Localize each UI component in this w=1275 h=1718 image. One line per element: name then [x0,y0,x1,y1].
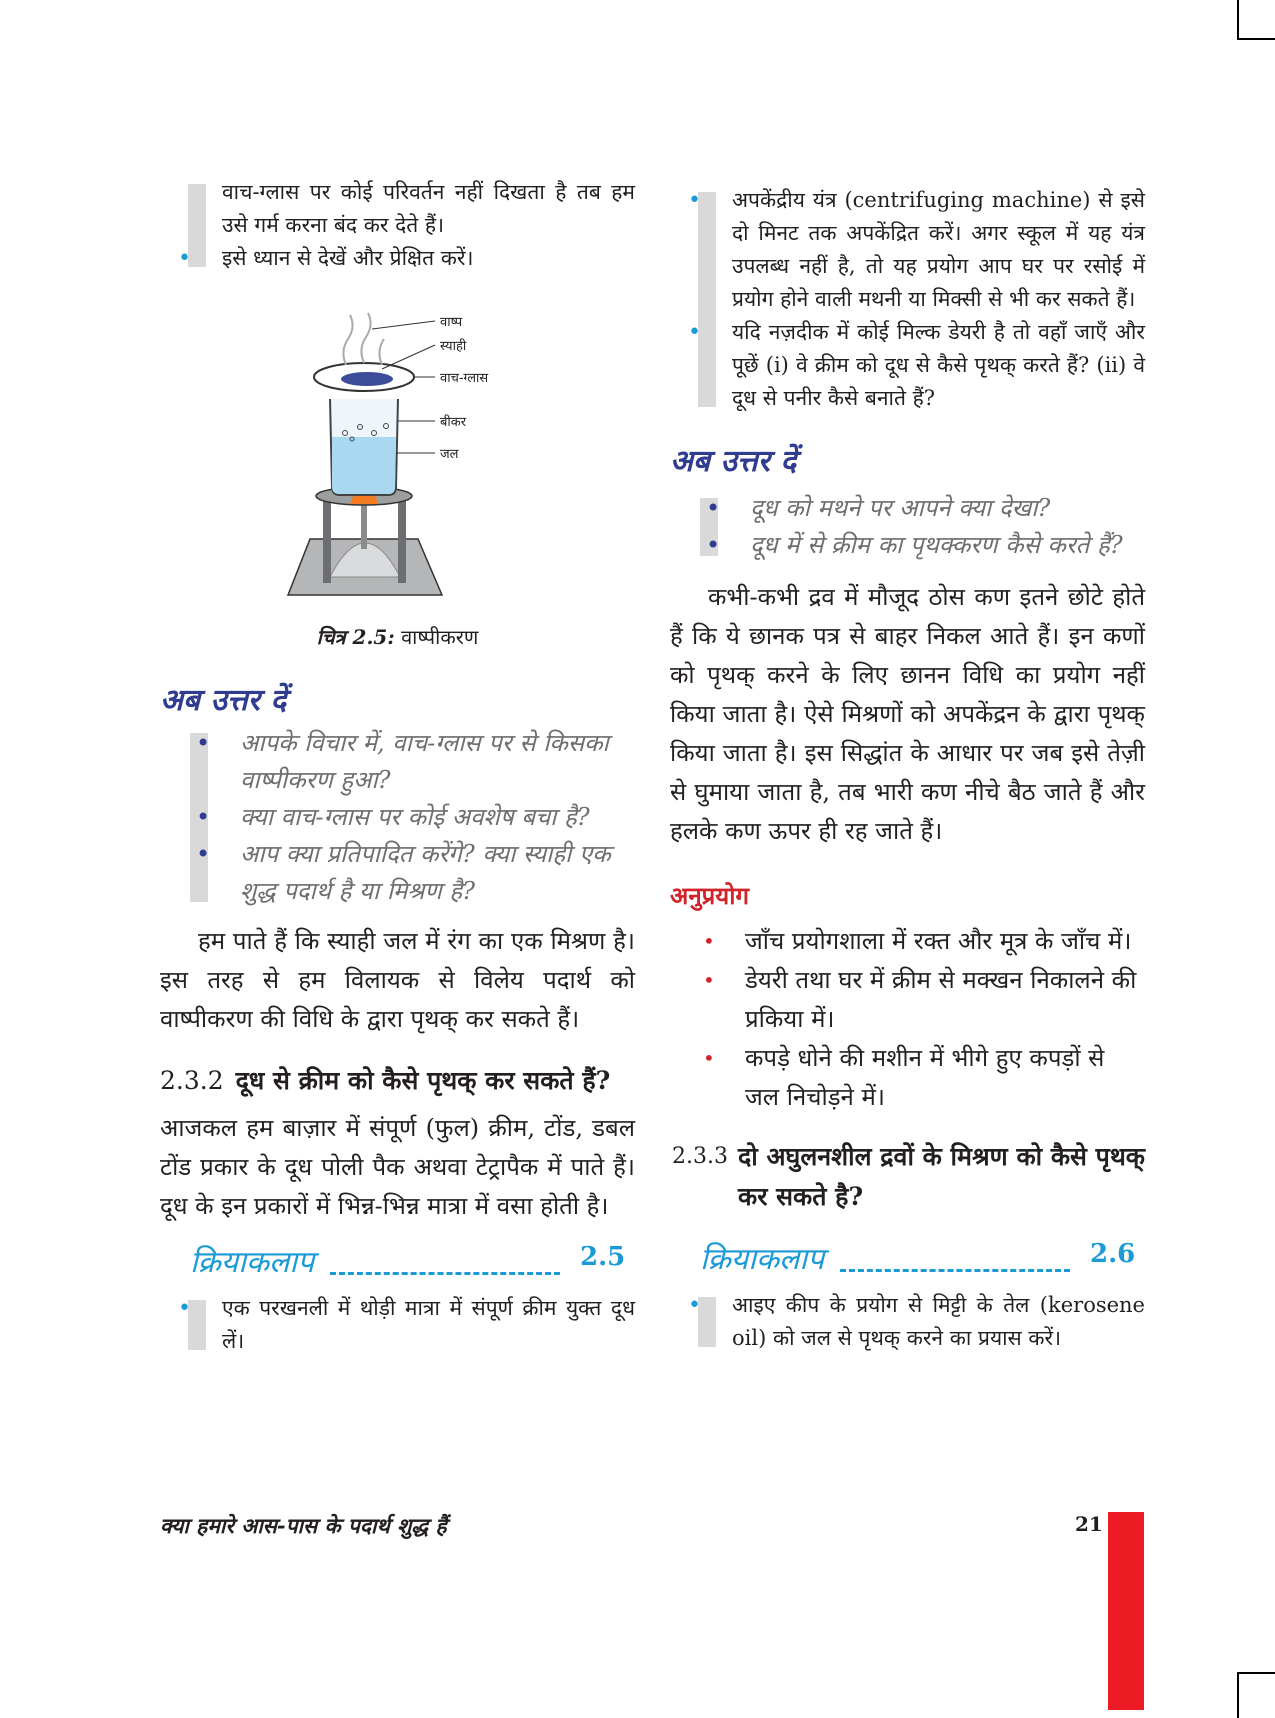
activity-rule [330,1272,560,1275]
question-item: • आप क्या प्रतिपादित करेंगे? क्या स्याही एक शुद्ध पदार्थ है या मिश्रण है? [240,836,635,910]
question-item: • आपके विचार में, वाच-ग्लास पर से किसका वाष्पीकरण हुआ? [240,725,635,799]
activity-box-2-5 [160,1292,635,1358]
tripod-leg-back [361,499,367,549]
questions-heading-right: अब उत्तर दें [670,444,797,479]
activity-heading-2-6 [700,1237,1145,1281]
figure-caption-number: चित्र 2.5: [316,625,395,649]
paragraph-milk-types: आजकल हम बाज़ार में संपूर्ण (फुल) क्रीम, टोंड, डबल टोंड प्रकार के दूध पोली पैक अथवा टेट्रापैक में पाते हैं। दूध के इन प्रकारों में भिन्न-भिन्न मात्रा में वसा होती है। [160,1114,635,1220]
label-water: जल [440,447,459,462]
activity-label: क्रियाकलाप [700,1242,825,1277]
activity-heading-2-5 [190,1240,635,1284]
question-item: • दूध में से क्रीम का पृथक्करण कैसे करते हैं? [750,527,1145,564]
evaporation-figure [160,309,635,617]
activity-number: 2.5 [580,1242,626,1272]
section-number: 2.3.3 [672,1144,728,1169]
activity-label: क्रियाकलाप [190,1245,315,1280]
activity-bullet: • इसे ध्यान से देखें और प्रेक्षित करें। [222,242,635,275]
questions-heading: अब उत्तर दें [160,683,287,718]
label-watch-glass: वाच-ग्लास [440,371,489,386]
tripod-leg-left [323,499,331,583]
label-beaker: बीकर [440,415,467,430]
section-heading-2-3-2 [160,1061,635,1101]
section-title: दूध से क्रीम को कैसे पृथक् कर सकते हैं? [235,1066,611,1095]
paragraph-centrifugation: कभी-कभी द्रव में मौजूद ठोस कण इतने छोटे होते हैं कि ये छानक पत्र से बाहर निकल आते हैं। इन कणों को पृथक् करने के लिए छानन विधि का प्रयोग नहीं किया जाता है। ऐसे मिश्रणों को अपकेंद्रन के द्वारा पृथक् किया जाता है। इस सिद्धांत के आधार पर जब इसे तेज़ी से घुमाया जाता है, तब भारी कण नीचे बैठ जाते हैं और हलके कण ऊपर ही रह जाते हैं। [670,583,1145,845]
page-edge-bar [1108,1512,1144,1710]
ink [341,372,393,386]
application-item: • कपड़े धोने की मशीन में भीगे हुए कपड़ों से जल निचोड़ने में। [745,1039,1145,1117]
question-item: • क्या वाच-ग्लास पर कोई अवशेष बचा है? [240,799,635,836]
activity-bullet: • एक परखनली में थोड़ी मात्रा में संपूर्ण क्रीम युक्त दूध लें। [222,1292,635,1358]
section-number: 2.3.2 [160,1066,224,1095]
tripod-leg-right [398,499,406,583]
applications-list [670,922,1145,1117]
section-heading-2-3-3 [670,1137,1145,1217]
activity-bullet: • यदि नज़दीक में कोई मिल्क डेयरी है तो वहाँ जाएँ और पूछें (i) वे क्रीम को दूध से कैसे पृथक् करते हैं? (ii) वे दूध से पनीर कैसे बनाते हैं? [732,316,1145,415]
crop-mark-top [1237,0,1275,40]
paragraph-evaporation: हम पाते हैं कि स्याही जल में रंग का एक मिश्रण है। इस तरह से हम विलायक से विलेय पदार्थ को वाष्पीकरण की विधि के द्वारा पृथक् कर सकते हैं। [160,927,635,1033]
activity-box-2-6 [670,1289,1145,1355]
activity-number: 2.6 [1090,1239,1136,1269]
application-item: • जाँच प्रयोगशाला में रक्त और मूत्र के जाँच में। [745,922,1145,961]
activity-text: वाच-ग्लास पर कोई परिवर्तन नहीं दिखता है तब हम उसे गर्म करना बंद कर देते हैं। [222,180,635,237]
applications-heading: अनुप्रयोग [670,881,749,910]
activity-bullet: • आइए कीप के प्रयोग से मिट्टी के तेल (kerosene oil) को जल से पृथक् करने का प्रयास करें। [732,1289,1145,1355]
vapour-line [361,313,370,363]
activity-box-continued [160,176,635,275]
vapour-line [379,339,384,365]
leader-line [372,321,435,329]
evaporation-diagram [160,309,635,617]
right-column [670,170,1145,1355]
leader-line [382,345,435,369]
question-item: • दूध को मथने पर आपने क्या देखा? [750,490,1145,527]
left-column [160,170,635,1358]
running-footer-title: क्या हमारे आस-पास के पदार्थ शुद्ध हैं [160,1513,447,1538]
activity-rule [840,1269,1070,1272]
label-vapour: वाष्प [440,315,463,330]
page-number: 21 [1075,1512,1103,1536]
activity-bullet: • अपकेंद्रीय यंत्र (centrifuging machine) से इसे दो मिनट तक अपकेंद्रित करें। अगर स्कूल में यह यंत्र उपलब्ध नहीं है, तो यह प्रयोग आप घर पर रसोई में प्रयोग होने वाली मथनी या मिक्सी से भी कर सकते हैं। [732,184,1145,316]
figure-caption [160,623,635,650]
label-ink: स्याही [440,339,467,354]
application-item: • डेयरी तथा घर में क्रीम से मक्खन निकालने की प्रकिया में। [745,961,1145,1039]
questions-list-right [670,490,1145,564]
activity-box-continued-right [670,184,1145,415]
vapour-line [343,315,352,365]
questions-list [160,725,635,910]
section-title: दो अघुलनशील द्रवों के मिश्रण को कैसे पृथक् कर सकते है? [738,1142,1146,1211]
crop-mark-bottom [1237,1672,1275,1718]
figure-caption-text: वाष्पीकरण [401,625,479,649]
water [332,437,396,494]
